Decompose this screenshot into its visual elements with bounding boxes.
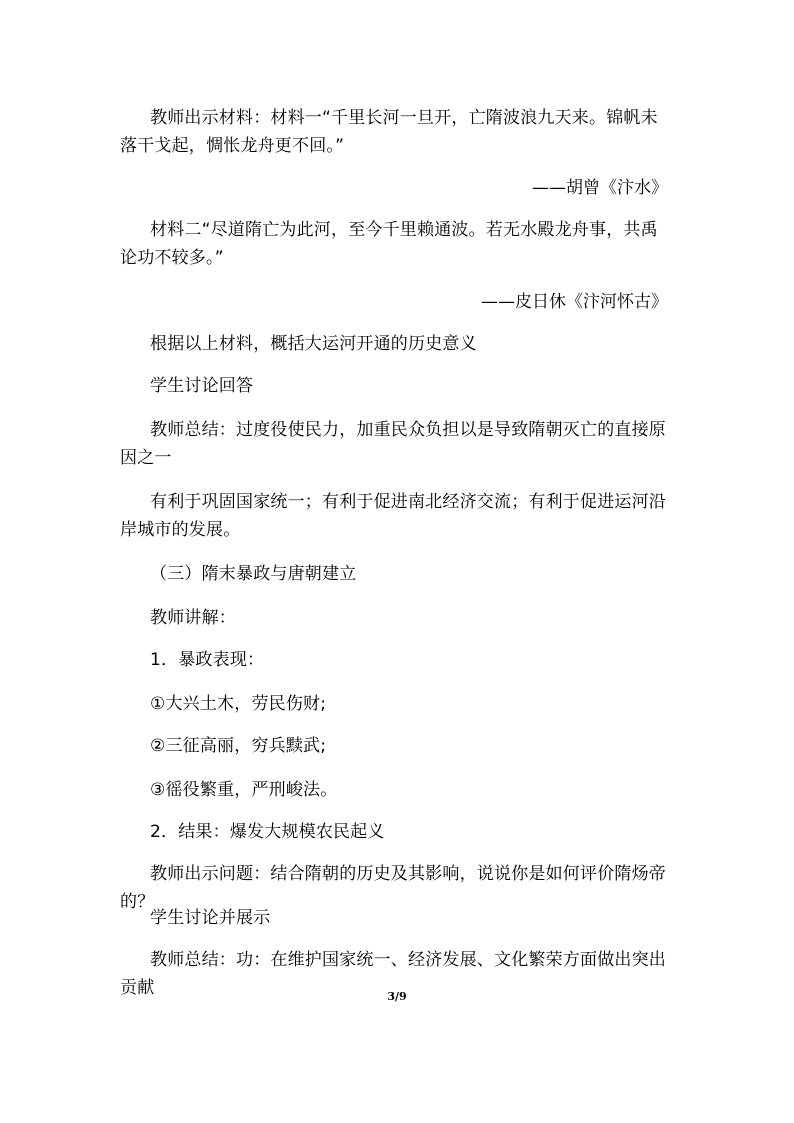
teacher-question-paragraph: 教师出示问题：结合隋朝的历史及其影响，说说你是如何评价隋炀帝的？ (120, 864, 666, 912)
material-two-paragraph: 材料二“尽道隋亡为此河，至今千里赖通波。若无水殿龙舟事，共禹论功不较多。” (120, 220, 658, 268)
source-hu-zeng: ——胡曾《汴水》 (532, 178, 668, 198)
teacher-lecture-paragraph: 教师讲解： (150, 608, 236, 628)
teacher-conclusion-paragraph: 教师总结：功：在维护国家统一、经济发展、文化繁荣方面做出突出贡献 (120, 950, 666, 998)
section-heading: （三）隋末暴政与唐朝建立 (150, 564, 357, 584)
student-show-paragraph: 学生讨论并展示 (150, 908, 271, 928)
result-paragraph: 2．结果：爆发大规模农民起义 (150, 822, 385, 842)
tyranny-heading: 1．暴政表现： (150, 650, 265, 670)
tyranny-item-1: ①大兴土木，劳民伤财; (150, 694, 327, 714)
teacher-summary-paragraph: 教师总结：过度役使民力，加重民众负担以是导致隋朝灭亡的直接原因之一 (120, 420, 666, 468)
student-discussion-paragraph: 学生讨论回答 (150, 376, 254, 396)
source-pi-rixiu: ——皮日休《汴河怀古》 (481, 292, 668, 312)
question-paragraph: 根据以上材料，概括大运河开通的历史意义 (150, 334, 477, 354)
tyranny-item-2: ②三征高丽，穷兵黩武; (150, 736, 327, 756)
page-number: 3/9 (387, 990, 407, 1003)
tyranny-item-3: ③徭役繁重，严刑峻法。 (150, 780, 338, 800)
material-one-paragraph: 教师出示材料：材料一“千里长河一旦开，亡隋波浪九天来。锦帆未落干戈起，惆怅龙舟更不回。” (120, 108, 658, 156)
significance-paragraph: 有利于巩固国家统一；有利于促进南北经济交流；有利于促进运河沿岸城市的发展。 (120, 492, 666, 540)
